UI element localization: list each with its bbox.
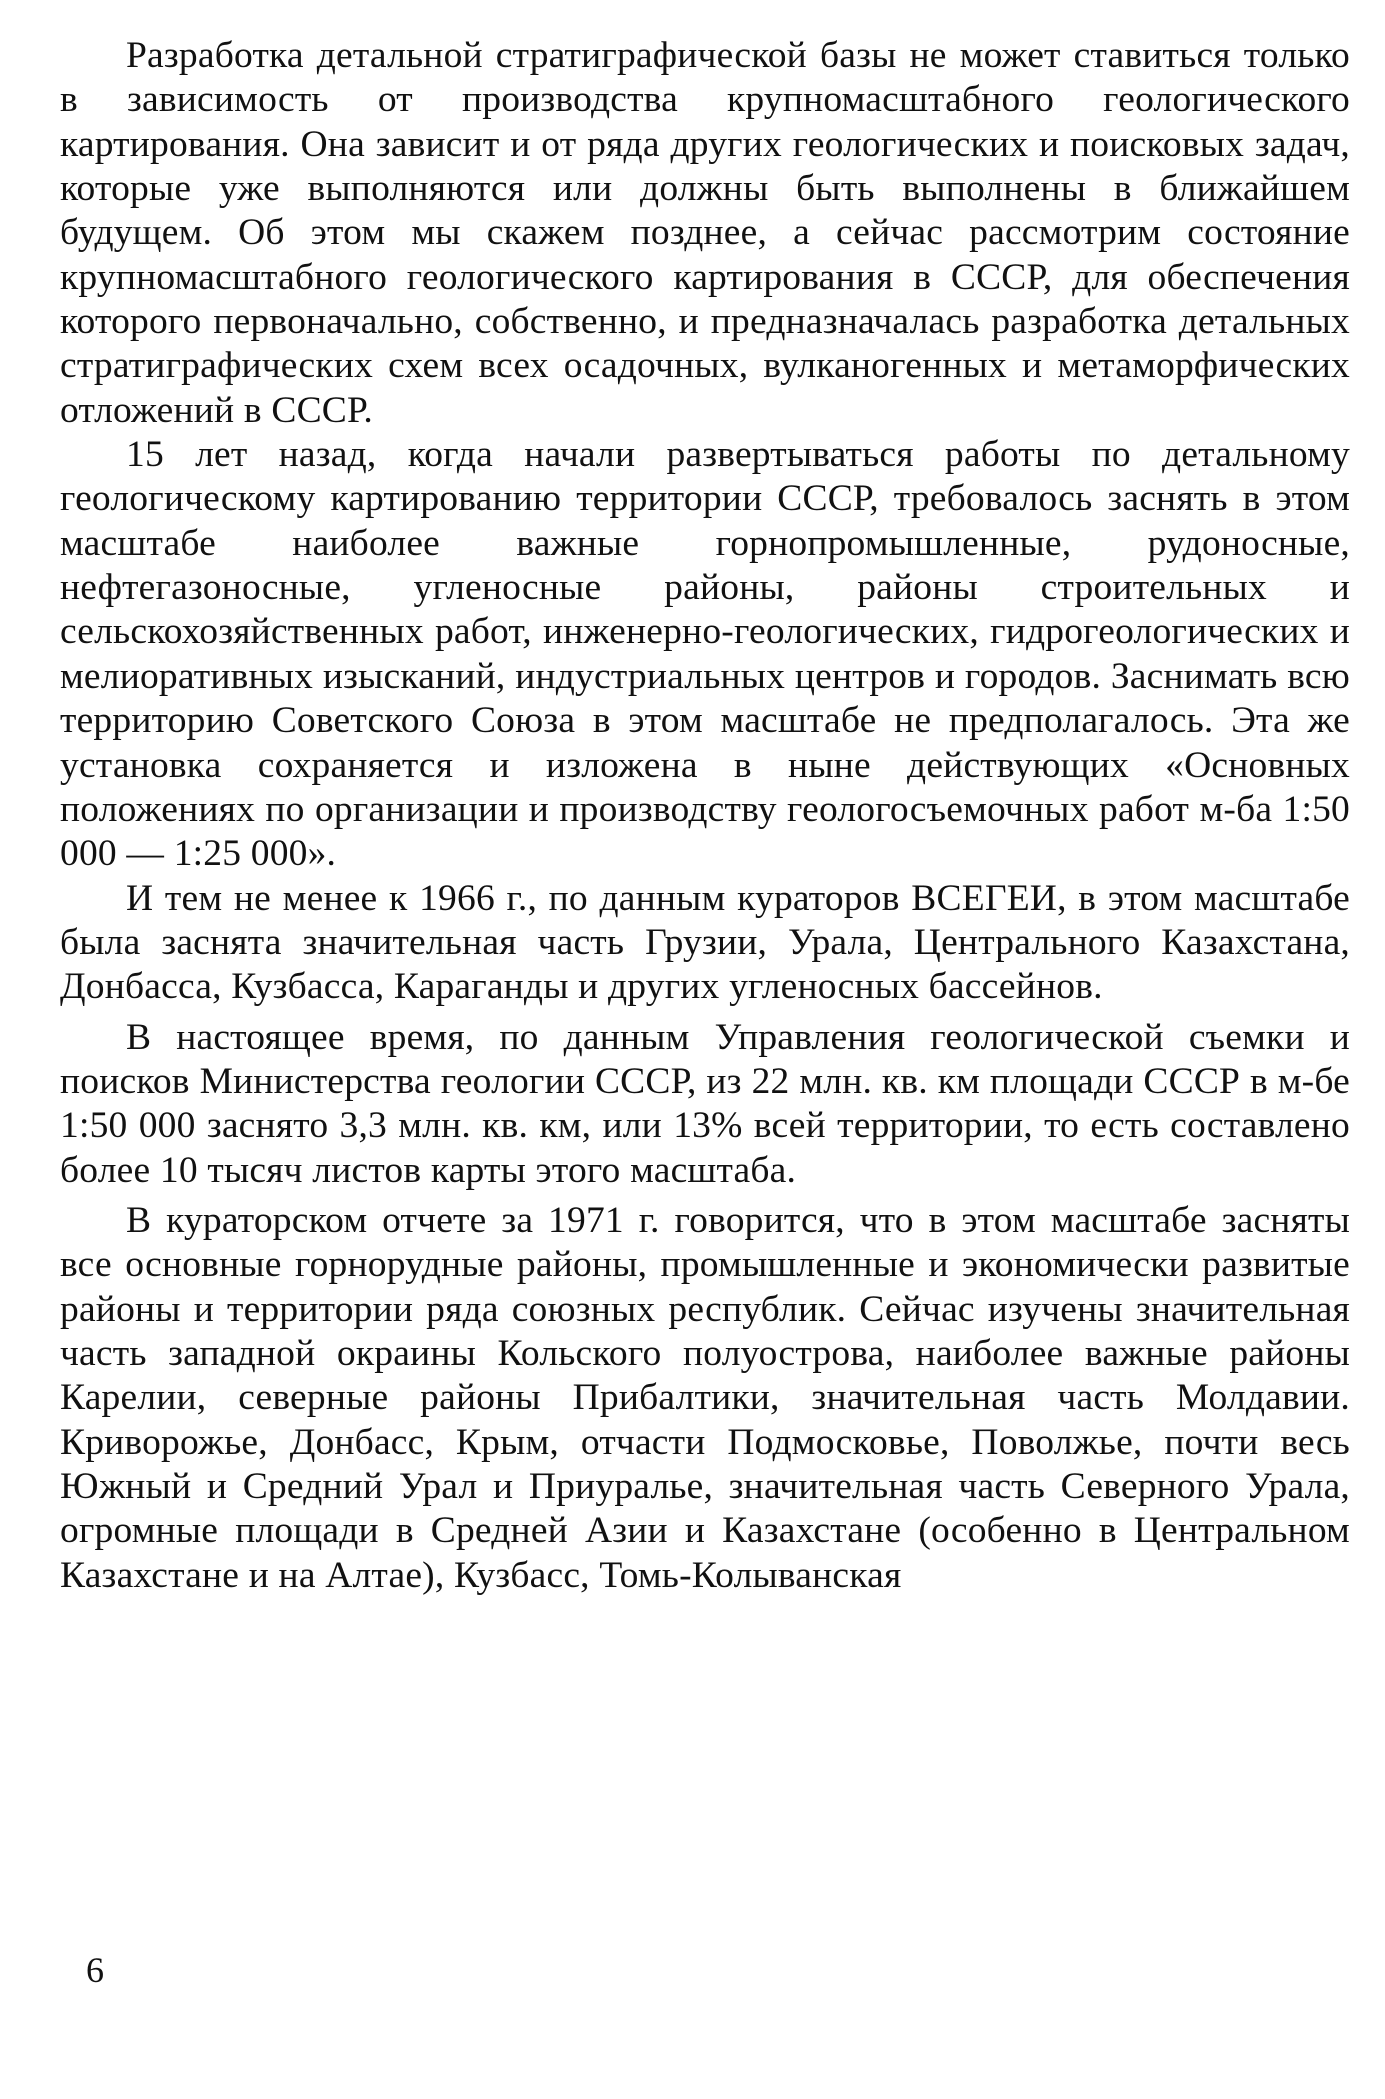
paragraph-1: Разработка детальной стратиграфической базы не может ставиться только в зависимость от производства крупномасштабного геологического картирования. Она зависит и от ряда других геологических и поисковых задач, которые уже выполняются или должны быть выполнены в ближайшем будущем. Об этом мы скажем позднее, а сейчас рассмотрим состояние крупномасштабного геологического картирования в СССР, для обеспечения которого первоначально, собственно, и предназначалась разработка детальных стратиграфических схем всех осадочных, вулканогенных и метаморфических отложений в СССР. [60, 35, 1350, 431]
paragraph-2: 15 лет назад, когда начали развертываться работы по детальному геологическому картированию территории СССР, требовалось заснять в этом масштабе наиболее важные горнопромышленные, рудоносные, нефтегазоносные, угленосные районы, районы строительных и сельскохозяйственных работ, инженерно-геологических, гидрогеологических и мелиоративных изысканий, индустриальных центров и городов. Заснимать всю территорию Советского Союза в этом масштабе не предполагалось. Эта же установка сохраняется и изложена в ныне действующих «Основных положениях по организации и производству геологосъемочных работ м-ба 1:50 000 — 1:25 000». [60, 434, 1350, 875]
page-number: 6 [86, 1950, 104, 1990]
paragraph-3: И тем не менее к 1966 г., по данным кураторов ВСЕГЕИ, в этом масштабе была заснята значительная часть Грузии, Урала, Центрального Казахстана, Донбасса, Кузбасса, Караганды и других угленосных бассейнов. [60, 877, 1350, 1008]
paragraph-4: В настоящее время, по данным Управления геологической съемки и поисков Министерства геологии СССР, из 22 млн. кв. км площади СССР в м-бе 1:50 000 заснято 3,3 млн. кв. км, или 13% всей территории, то есть составлено более 10 тысяч листов карты этого масштаба. [60, 1016, 1350, 1191]
paragraph-5: В кураторском отчете за 1971 г. говорится, что в этом масштабе засняты все основные горнорудные районы, промышленные и экономически развитые районы и территории ряда союзных республик. Сейчас изучены значительная часть западной окраины Кольского полуострова, наиболее важные районы Карелии, северные районы Прибалтики, значительная часть Молдавии. Криворожье, Донбасс, Крым, отчасти Подмосковье, Поволжье, почти весь Южный и Средний Урал и Приуралье, значительная часть Северного Урала, огромные площади в Средней Азии и Казахстане (особенно в Центральном Казахстане и на Алтае), Кузбасс, Томь-Колыванская [60, 1199, 1350, 1596]
body-text [60, 34, 1350, 1598]
